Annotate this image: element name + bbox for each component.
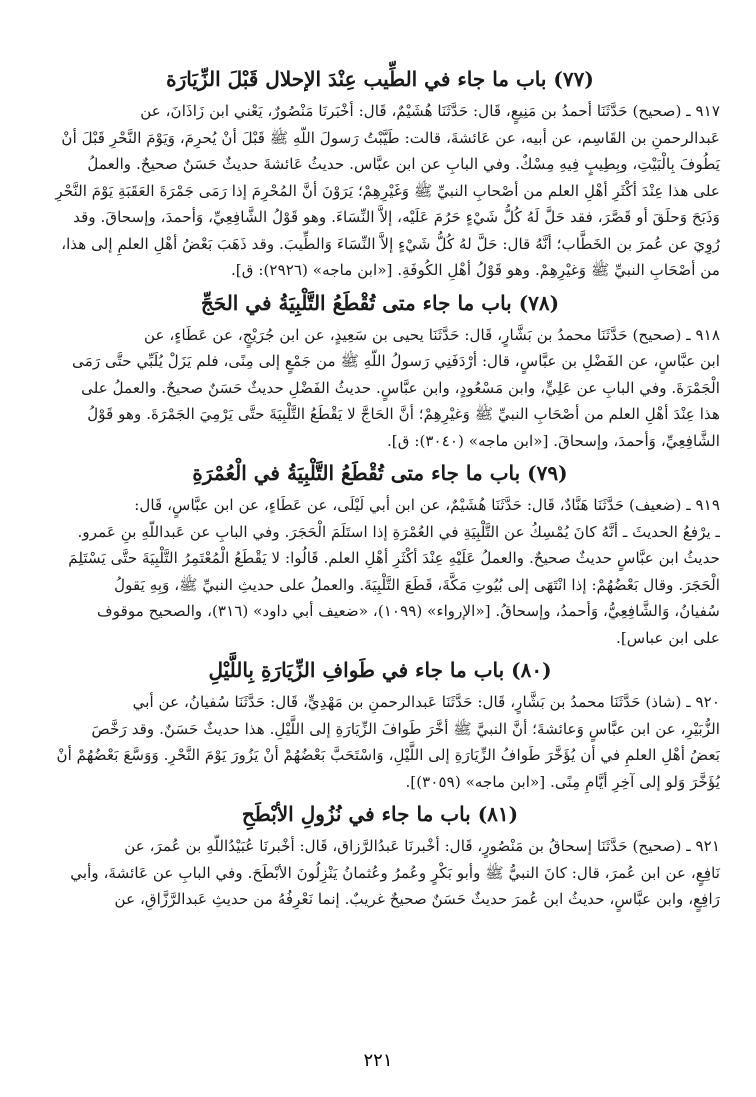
- chapter-heading-77: (٧٧) باب ما جاء في الطِّيب عِنْدَ الإحلال قَبْلَ الزِّيَارَة: [166, 67, 594, 91]
- chapter-heading-81: (٨١) باب ما جاء في نُزُولِ الأبْطَحِ: [241, 802, 519, 826]
- book-page: [40, 60, 720, 1070]
- text-line: نَافِعٍ، عن ابن عُمرَ، قال: كانَ النبيُّ ﷺ وأبو بَكْرٍ وعُمرُ وعُثمانُ يَنْزِلُونَ الأبْطَحَ. وفي البابِ عن عَائشةَ، وأبي: [70, 863, 720, 882]
- text-line: على ابن عباس].: [616, 628, 720, 647]
- text-line: ٩١٩ ـ (ضعيف) حَدَّثَنَا هَنَّادٌ، قَال: حَدَّثَنَا هُشَيْمٌ، عن ابن أبي لَيْلَى، عن عَطَاءٍ، عن ابن عبَّاسٍ، قَال:: [134, 496, 720, 514]
- hadith-919: [40, 492, 720, 651]
- text-line: الْجَمْرَةَ. وفي البابِ عن عَلِيٍّ، وابن مَسْعُودٍ، وابن عبَّاسٍ. حديثُ الفَضْلِ حديثٌ حَسَنٌ صحيحٌ. والعملُ على: [81, 378, 720, 397]
- text-line: حديثُ ابن عبَّاسٍ حديثٌ صحيحٌ. والعملُ عَلَيْهِ عِنْدَ أكْثَرِ أهْلِ العلم. قَالُوا: لا يَقْطَعُ الْمُعْتَمِرُ التَّلْبِيَةَ حتَّى يَسْتَلِمَ: [68, 549, 720, 567]
- page-number: ٢٢١: [363, 1050, 393, 1071]
- text-line: ٩٢١ ـ (صحيح) حَدَّثَنَا إسحاقُ بن مَنْصُورٍ، قَال: أخْبرنَا عَبدُالرَّزاق، قَال: أخْبرنَا عُبَيْدُاللّهِ بن عُمرَ، عن: [124, 837, 720, 855]
- text-line: من أصْحَابِ النبيِّ ﷺ وَغيْرِهِمْ. وهو قَوْلُ أهْلِ الكُوفَةِ. [«ابن ماجه» (٢٩٢٦): ق].: [230, 261, 720, 279]
- text-line: ـ يرْفعُ الحديثَ ـ أنَّهُ كانَ يُمْسِكُ عن التَّلْبِيَةِ في العُمْرَةِ إذا استَلَمَ الْحَجَرَ. وفي البابِ عن عَبداللّهِ بنِ عَمرو.: [77, 522, 720, 541]
- hadith-920: [40, 689, 720, 795]
- hadith-917: [40, 98, 720, 284]
- hadith-918: [40, 322, 720, 455]
- hadith-921: [40, 833, 720, 913]
- text-line: رَافِعٍ، وابن عبَّاسٍ، حديثُ ابن عُمرَ حديثٌ حَسَنٌ صحيحٌ غريبٌ. إنما نَعْرِفُهُ من حديثِ عَبدالرَّزَّاقِ، عن: [114, 890, 720, 908]
- text-line: رُوِيَ عن عُمرَ بن الخَطَّاب؛ أنَّهُ قال: حَلَّ لهُ كُلُّ شَيْءٍ إلاَّ النِّسَاءَ وَالطِّيبَ. وقد ذَهَبَ بَعْضُ أهْلِ العلمِ إلى هذا،: [61, 234, 720, 253]
- text-line: وَذَبَحَ وَحلَقَ أو قَصَّرَ، فقد حَلَّ لَهُ كُلُّ شَيْءٍ حَرُمَ عَلَيْه، إلاَّ النِّسَاءَ. وهو قَوْلُ الشَّافِعِيِّ، وَأحمدَ، وإسحاقَ. وقد: [73, 208, 720, 226]
- text-line: ٩١٧ ـ (صحيح) حَدَّثَنَا أحمدُ بن مَنِيعٍ، قَال: حَدَّثَنَا هُشَيْمٌ، قَال: أخْبَرنَا مَنْصُورٌ، يَعْني ابن زَاذَانَ، عن: [140, 102, 720, 120]
- text-line: يَطُوفَ بِالْبَيْتِ، وبِطِيبٍ فِيهِ مِسْكٌ. وفي البابِ عن ابن عبَّاس. حديثُ عَائشةَ حديثٌ حَسَنٌ صحيحٌ. والعملُ: [87, 155, 720, 173]
- chapter-heading-79: (٧٩) باب ما جاء متى تُقْطَعُ التَّلْبِيَةُ في الْعُمْرَةِ: [192, 461, 568, 485]
- text-line: الشَّافِعِيِّ، وَأحمدَ، وإسحاقَ. [«ابن ماجه» (٣٠٤٠): ق].: [386, 431, 720, 450]
- chapter-heading-80: (٨٠) باب ما جاء في طَوافِ الزِّيَارَةِ بِاللَّيْلِ: [208, 658, 552, 682]
- text-line: عَبدالرحمنِ بن القَاسِم، عن أبيه، عن عَائشةَ، قالت: طَيَّبْتُ رَسولَ اللّهِ ﷺ قَبْلَ أنْ يُحرِمَ، وَيَوْمَ النَّحْرِ قَبْلَ أنْ: [61, 128, 720, 147]
- text-line: الزُّبَيْرِ، عن ابن عبَّاسٍ وَعائشةَ؛ أنَّ النبيَّ ﷺ أخَّرَ طَوافَ الزِّيَارَةِ إلى اللَّيْلِ. هذا حديثٌ حَسَنٌ. وقد رَخَّصَ: [91, 719, 720, 738]
- text-line: على هذا عِنْدَ أكْثَرِ أهْلِ العلم من أصْحابِ النبيِّ ﷺ وَغَيْرِهِمْ؛ يَرَوْنَ أنَّ المُحْرِمَ إذا رَمَى جَمْرَةَ العَقَبَةِ يَوْمَ النَّحْرِ: [55, 181, 720, 200]
- text-line: الْحَجَرَ. وقال بَعْضُهُمْ: إذا انْتَهَى إلى بُيُوتِ مَكَّةَ، قَطَعَ التَّلْبِيَةَ. والعملُ على حديثِ النبيِّ ﷺ، وَبِهِ يَقولُ: [114, 575, 720, 594]
- chapter-heading-78: (٧٨) باب ما جاء متى تُقْطَعُ التَّلْبِيَةُ في الحَجِّ: [200, 290, 560, 315]
- text-line: بَعضُ أهْلِ العلمِ في أن يُؤَخَّرَ طَوافُ الزِّيَارَةِ إلى اللَّيْلِ، وَاسْتَحَبَّ بَعْضُهُمْ أنْ يَزُورَ يَوْمَ النَّحْرِ. وَوَسَّعَ بَعْضُهُمْ أنْ: [56, 746, 720, 764]
- text-line: ابن عبَّاسٍ، عن الفَضْلِ بن عبَّاسٍ، قال: أرْدَفَنِي رَسولُ اللّهِ ﷺ من جَمْعٍ إلى مِنًى، فلم يَزَلْ يُلَبِّي حتَّى رَمَى: [72, 352, 720, 370]
- text-line: هذا عِنْدَ أهْلِ العلم من أصْحَابِ النبيِّ ﷺ وَغيْرِهِمْ؛ أنَّ الحَاجَّ لا يَقْطَعُ التَّلْبِيَةَ حتَّى يَرْمِيَ الجَمْرَةَ. وهو قَوْلُ: [87, 405, 720, 423]
- text-line: ٩٢٠ ـ (شاذ) حَدَّثَنَا محمدُ بن بَشَّارٍ، قَال: حَدَّثَنَا عَبدالرحمنِ بن مَهْدِيٍّ، قَال: حَدَّثَنَا سُفيانُ، عن أبي: [132, 693, 720, 711]
- text-line: يُؤَخَّرَ وَلو إلى آخِرِ أيَّامِ مِنًى. [«ابن ماجه» (٣٠٥٩)].: [405, 772, 720, 791]
- text-line: سُفيانُ، وَالشَّافِعِيُّ، وَأحمدُ، وإسحاقُ. [«الإرواء» (١٠٩٩)، «ضعيف أبي داود» (٣١٦)، والصحيح موقوف: [97, 602, 720, 620]
- text-line: ٩١٨ ـ (صحيح) حَدَّثَنَا محمدُ بن بَشَّارٍ، قَال: حَدَّثَنَا يحيى بن سَعِيدٍ، عن ابن جُرَيْجٍ، عن عَطَاءٍ، عن: [143, 325, 720, 344]
